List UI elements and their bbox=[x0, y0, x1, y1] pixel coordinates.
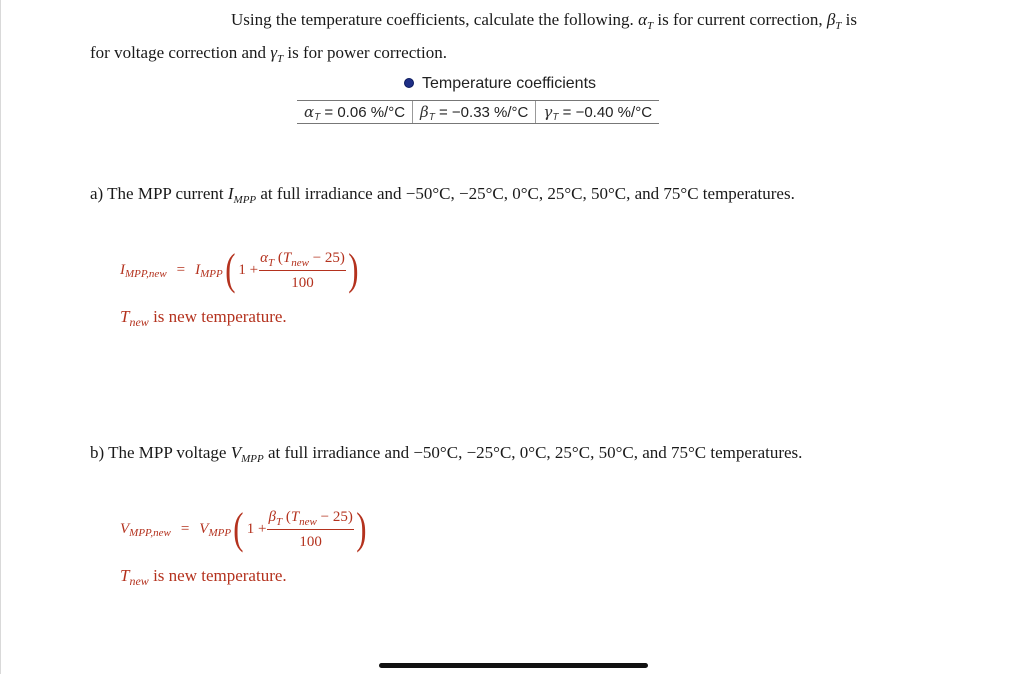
note-text: is new temperature. bbox=[148, 307, 287, 326]
formula-voltage bbox=[120, 504, 369, 553]
coefficient-value: = −0.40 %/°C bbox=[558, 104, 653, 121]
coefficient-symbol: β bbox=[420, 103, 429, 121]
intro-text-current: is for current correction, bbox=[653, 10, 827, 29]
coefficients-heading bbox=[404, 73, 596, 95]
numerator-open: ( bbox=[274, 249, 283, 266]
numerator bbox=[267, 508, 353, 530]
intro-line-1 bbox=[231, 3, 857, 39]
formula-lhs: V bbox=[120, 520, 130, 537]
question-b-symbol: V bbox=[230, 443, 242, 462]
alpha-symbol: α bbox=[638, 10, 647, 29]
formula-rhs: I bbox=[195, 261, 201, 278]
coefficient-alpha bbox=[297, 101, 412, 123]
note-symbol: T bbox=[120, 566, 130, 585]
coefficient-beta bbox=[412, 101, 535, 123]
temperature-subscript: new bbox=[291, 256, 309, 269]
temperature-subscript: new bbox=[299, 515, 317, 528]
formula-rhs: V bbox=[199, 520, 209, 537]
coefficient-subscript: T bbox=[314, 112, 321, 123]
note-a bbox=[120, 305, 287, 330]
open-paren: ( bbox=[224, 245, 236, 294]
one-plus: 1 + bbox=[246, 520, 267, 537]
coefficient-subscript: T bbox=[267, 256, 275, 269]
coefficient-symbol: γ bbox=[543, 103, 553, 121]
coefficient-value: = −0.33 %/°C bbox=[434, 104, 529, 121]
alpha-subscript: T bbox=[647, 20, 654, 32]
one-plus: 1 + bbox=[238, 261, 259, 278]
question-b-subscript: MPP bbox=[241, 453, 264, 465]
note-b bbox=[120, 564, 287, 589]
beta-subscript: T bbox=[835, 20, 842, 32]
coefficient-subscript: T bbox=[552, 112, 559, 123]
question-a-symbol: I bbox=[227, 184, 234, 203]
temperature-symbol: T bbox=[290, 508, 300, 525]
formula-lhs: I bbox=[120, 261, 125, 278]
formula-current bbox=[120, 245, 361, 294]
intro-line-2 bbox=[90, 36, 447, 72]
question-b-prefix: b) The MPP voltage bbox=[90, 443, 231, 462]
numerator-rest: − 25) bbox=[308, 249, 345, 266]
close-paren: ) bbox=[356, 504, 367, 553]
denominator: 100 bbox=[291, 274, 314, 291]
temperature-symbol: T bbox=[282, 249, 292, 266]
question-b-suffix: at full irradiance and −50°C, −25°C, 0°C, 25°C, 50°C, and 75°C temperatures. bbox=[263, 443, 803, 462]
coefficient-symbol: β bbox=[268, 508, 276, 525]
question-a-prefix: a) The MPP current bbox=[90, 184, 228, 203]
note-text: is new temperature. bbox=[148, 566, 287, 585]
note-subscript: new bbox=[129, 574, 149, 588]
coefficient-subscript: T bbox=[275, 515, 283, 528]
intro-text: Using the temperature coefficients, calculate the following. bbox=[231, 10, 639, 29]
home-indicator[interactable] bbox=[379, 663, 648, 668]
bullet-icon bbox=[404, 78, 414, 88]
intro-text-end: is bbox=[841, 10, 858, 29]
close-paren: ) bbox=[348, 245, 359, 294]
question-a-subscript: MPP bbox=[233, 194, 257, 206]
question-a-suffix: at full irradiance and −50°C, −25°C, 0°C, 25°C, 50°C, and 75°C temperatures. bbox=[256, 184, 795, 203]
page-left-edge bbox=[0, 0, 1, 674]
open-paren: ( bbox=[233, 504, 244, 553]
coefficient-symbol: α bbox=[260, 249, 268, 266]
fraction bbox=[267, 508, 353, 551]
numerator bbox=[259, 249, 346, 271]
gamma-subscript: T bbox=[277, 53, 284, 65]
intro-text-power: is for power correction. bbox=[283, 43, 447, 62]
coefficient-symbol: α bbox=[304, 103, 315, 121]
gamma-symbol: γ bbox=[270, 43, 278, 62]
coefficients-table bbox=[297, 100, 659, 124]
coefficients-heading-label: Temperature coefficients bbox=[422, 75, 597, 92]
coefficient-value: = 0.06 %/°C bbox=[320, 104, 406, 121]
beta-symbol: β bbox=[826, 10, 836, 29]
formula-rhs-subscript: MPP bbox=[208, 527, 232, 539]
denominator: 100 bbox=[299, 533, 322, 550]
coefficient-subscript: T bbox=[428, 112, 435, 123]
numerator-open: ( bbox=[282, 508, 291, 525]
fraction bbox=[259, 249, 346, 292]
note-symbol: T bbox=[120, 307, 130, 326]
note-subscript: new bbox=[129, 315, 149, 329]
question-a bbox=[90, 182, 795, 208]
numerator-rest: − 25) bbox=[316, 508, 353, 525]
formula-lhs-subscript: MPP,new bbox=[129, 527, 171, 539]
formula-rhs-subscript: MPP bbox=[200, 268, 223, 280]
equals-sign: = bbox=[180, 520, 190, 537]
intro-text-voltage: for voltage correction and bbox=[90, 43, 271, 62]
question-b bbox=[90, 441, 802, 467]
coefficient-gamma bbox=[535, 101, 659, 123]
formula-lhs-subscript: MPP,new bbox=[125, 268, 167, 280]
equals-sign: = bbox=[176, 261, 186, 278]
